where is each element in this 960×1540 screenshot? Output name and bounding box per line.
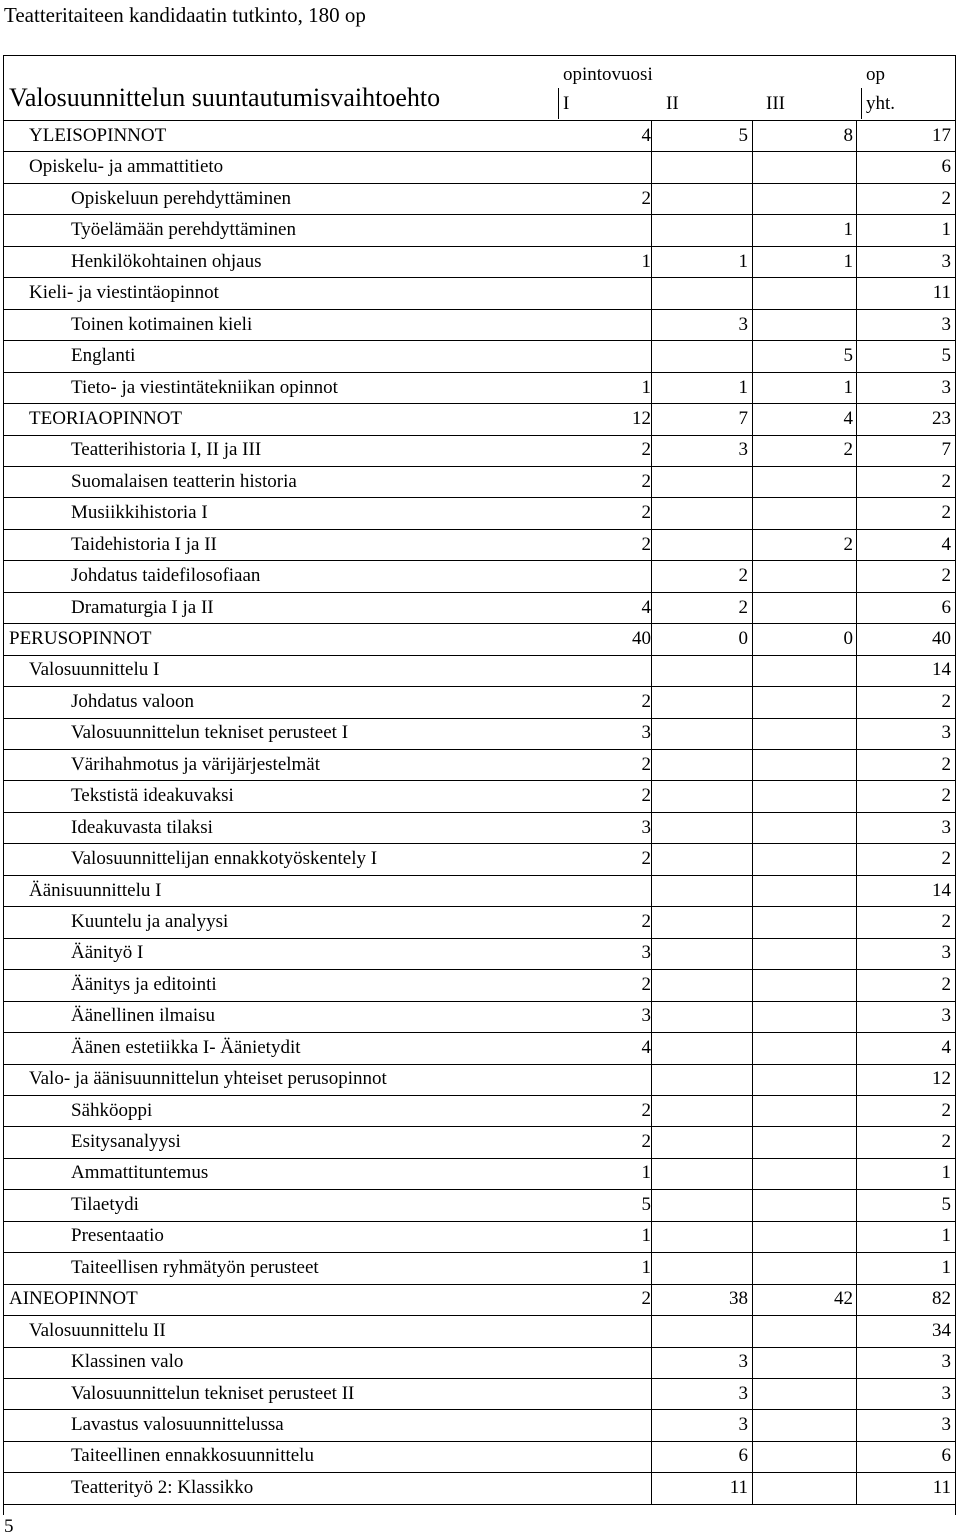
table-row	[3, 843, 956, 874]
row-label: Kuuntelu ja analyysi	[71, 910, 229, 932]
op-header: op	[866, 64, 885, 85]
header-divider	[861, 88, 862, 119]
table-row	[3, 654, 956, 685]
year-2-credits: 3	[738, 1382, 748, 1404]
row-label: PERUSOPINNOT	[9, 628, 152, 649]
row-label: Taiteellinen ennakkosuunnittelu	[71, 1445, 314, 1467]
row-divider	[3, 497, 956, 498]
header-divider	[558, 88, 559, 119]
row-divider	[3, 1189, 956, 1190]
year-3-credits: 8	[843, 125, 853, 146]
total-credits: 3	[941, 1382, 951, 1404]
year-2-credits: 1	[738, 376, 748, 398]
year-2-credits: 3	[738, 439, 748, 461]
row-label: Värihahmotus ja värijärjestelmät	[71, 753, 321, 775]
row-label: Johdatus taidefilosofiaan	[71, 565, 261, 587]
row-label: Presentaatio	[71, 1225, 164, 1247]
year-3-credits: 0	[843, 628, 853, 649]
year-1-credits: 12	[632, 407, 651, 429]
table-row	[3, 686, 956, 717]
total-credits: 40	[932, 628, 951, 649]
table-row	[3, 1095, 956, 1126]
total-credits: 5	[941, 345, 951, 367]
total-credits: 2	[941, 470, 951, 492]
total-credits: 2	[941, 910, 951, 932]
row-divider	[3, 1095, 956, 1096]
total-credits: 3	[941, 942, 951, 964]
row-divider	[3, 1126, 956, 1127]
document-title: Teatteritaiteen kandidaatin tutkinto, 180 op	[4, 3, 366, 27]
row-divider	[3, 938, 956, 939]
row-label: YLEISOPINNOT	[29, 125, 167, 146]
table-row	[3, 1378, 956, 1409]
row-label: Opiskelu- ja ammattitieto	[29, 156, 224, 178]
year-2-credits: 3	[738, 1413, 748, 1435]
column-divider	[752, 120, 753, 1504]
year-1-credits: 2	[641, 848, 651, 870]
row-label: Henkilökohtainen ohjaus	[71, 250, 262, 272]
table-row	[3, 277, 956, 308]
total-credits: 3	[941, 1413, 951, 1435]
total-credits: 2	[941, 565, 951, 587]
year-3-credits: 1	[843, 376, 853, 398]
row-divider	[3, 1347, 956, 1348]
row-label: Opiskeluun perehdyttäminen	[71, 187, 292, 209]
row-divider	[3, 655, 956, 656]
year-3-credits: 2	[843, 439, 853, 461]
row-label: Musiikkihistoria I	[71, 502, 208, 524]
total-credits: 1	[941, 1256, 951, 1278]
year-3-header: III	[766, 93, 785, 114]
total-header: yht.	[866, 93, 896, 114]
total-credits: 14	[932, 879, 951, 901]
total-credits: 2	[941, 187, 951, 209]
year-1-credits: 3	[641, 1005, 651, 1027]
table-row	[3, 623, 956, 654]
year-2-header: II	[666, 93, 679, 114]
year-1-credits: 2	[641, 187, 651, 209]
year-1-credits: 4	[641, 125, 651, 146]
year-1-credits: 1	[641, 376, 651, 398]
total-credits: 4	[941, 533, 951, 555]
row-divider	[3, 1158, 956, 1159]
row-label: Valosuunnittelu II	[29, 1319, 166, 1341]
row-label: Tekstistä ideakuvaksi	[71, 785, 234, 807]
row-label: Sähköoppi	[71, 1099, 153, 1121]
table-row	[3, 1315, 956, 1346]
year-3-credits: 1	[843, 219, 853, 241]
table-row	[3, 1157, 956, 1188]
row-divider	[3, 151, 956, 152]
table-row	[3, 120, 956, 151]
table-row	[3, 1032, 956, 1063]
year-1-credits: 2	[641, 785, 651, 807]
table-row	[3, 1472, 956, 1503]
total-credits: 4	[941, 1036, 951, 1058]
row-label: Valosuunnittelun tekniset perusteet I	[71, 722, 349, 744]
row-divider	[3, 875, 956, 876]
year-2-credits: 11	[729, 1476, 748, 1498]
column-divider	[651, 120, 652, 1504]
table-row	[3, 1409, 956, 1440]
total-credits: 2	[941, 690, 951, 712]
row-divider	[3, 246, 956, 247]
row-divider	[3, 560, 956, 561]
table-row	[3, 906, 956, 937]
row-label: Teatterityö 2: Klassikko	[71, 1476, 254, 1498]
total-credits: 3	[941, 722, 951, 744]
table-row	[3, 1440, 956, 1471]
year-2-credits: 3	[738, 313, 748, 335]
year-3-credits: 5	[843, 345, 853, 367]
table-row	[3, 1283, 956, 1314]
row-divider	[3, 1064, 956, 1065]
total-credits: 23	[932, 407, 951, 429]
row-divider	[3, 812, 956, 813]
row-label: Suomalaisen teatterin historia	[71, 470, 297, 492]
table-row	[3, 1220, 956, 1251]
total-credits: 14	[932, 659, 951, 681]
table-row	[3, 937, 956, 968]
year-3-credits: 2	[843, 533, 853, 555]
total-credits: 11	[932, 282, 951, 304]
row-label: Tilaetydi	[71, 1193, 139, 1215]
row-divider	[3, 906, 956, 907]
row-label: Tieto- ja viestintätekniikan opinnot	[71, 376, 338, 398]
year-1-credits: 2	[641, 910, 651, 932]
row-label: Ideakuvasta tilaksi	[71, 816, 213, 838]
row-divider	[3, 1315, 956, 1316]
total-credits: 3	[941, 1005, 951, 1027]
year-3-credits: 1	[843, 250, 853, 272]
row-divider	[3, 592, 956, 593]
total-credits: 2	[941, 502, 951, 524]
row-divider	[3, 1409, 956, 1410]
total-credits: 2	[941, 753, 951, 775]
row-divider	[3, 309, 956, 310]
year-1-credits: 2	[641, 753, 651, 775]
table-row	[3, 1000, 956, 1031]
total-credits: 3	[941, 313, 951, 335]
row-divider	[3, 1284, 956, 1285]
table-row	[3, 1063, 956, 1094]
row-divider	[3, 718, 956, 719]
year-1-credits: 2	[641, 439, 651, 461]
row-label: Dramaturgia I ja II	[71, 596, 214, 618]
total-credits: 6	[941, 156, 951, 178]
total-credits: 11	[932, 1476, 951, 1498]
page-number: 5	[4, 1516, 14, 1537]
row-divider	[3, 435, 956, 436]
column-divider	[856, 120, 857, 1504]
table-row	[3, 1346, 956, 1377]
row-label: Äänisuunnittelu I	[29, 879, 162, 901]
table-row	[3, 875, 956, 906]
table-row	[3, 529, 956, 560]
table-row	[3, 1189, 956, 1220]
year-2-credits: 2	[738, 596, 748, 618]
row-divider	[3, 780, 956, 781]
total-credits: 6	[941, 1445, 951, 1467]
program-title: Valosuunnittelun suuntautumisvaihtoehto	[9, 83, 441, 112]
row-divider	[3, 466, 956, 467]
year-1-credits: 3	[641, 722, 651, 744]
year-2-credits: 7	[738, 407, 748, 429]
total-credits: 3	[941, 1351, 951, 1373]
row-divider	[3, 1504, 956, 1505]
table-row	[3, 812, 956, 843]
year-group-header: opintovuosi	[563, 64, 653, 85]
total-credits: 5	[941, 1193, 951, 1215]
year-1-credits: 2	[641, 1131, 651, 1152]
year-2-credits: 6	[738, 1445, 748, 1467]
year-3-credits: 4	[843, 407, 853, 429]
row-divider	[3, 529, 956, 530]
table-row	[3, 592, 956, 623]
year-2-credits: 38	[729, 1288, 748, 1310]
row-label: Äänen estetiikka I- Äänietydit	[71, 1036, 301, 1058]
row-divider	[3, 843, 956, 844]
row-divider	[3, 183, 956, 184]
year-1-credits: 1	[641, 250, 651, 272]
table-row	[3, 246, 956, 277]
year-2-credits: 2	[738, 565, 748, 587]
total-credits: 17	[932, 125, 951, 146]
year-1-credits: 40	[632, 628, 651, 649]
row-divider	[3, 686, 956, 687]
table-row	[3, 309, 956, 340]
row-divider	[3, 1221, 956, 1222]
row-divider	[3, 1252, 956, 1253]
row-divider	[3, 969, 956, 970]
row-label: TEORIAOPINNOT	[29, 407, 183, 429]
row-label: Valosuunnittelun tekniset perusteet II	[71, 1382, 355, 1404]
year-1-credits: 1	[641, 1225, 651, 1247]
total-credits: 82	[932, 1288, 951, 1310]
row-label: Englanti	[71, 345, 136, 367]
row-divider	[3, 1472, 956, 1473]
row-label: Työelämään perehdyttäminen	[71, 219, 296, 241]
year-3-credits: 42	[834, 1288, 853, 1310]
row-label: Teatterihistoria I, II ja III	[71, 439, 262, 461]
table-row	[3, 151, 956, 182]
total-credits: 2	[941, 1131, 951, 1152]
total-credits: 1	[941, 1225, 951, 1247]
year-1-credits: 1	[641, 1256, 651, 1278]
total-credits: 34	[932, 1319, 951, 1341]
total-credits: 12	[932, 1068, 951, 1090]
year-1-credits: 2	[641, 1099, 651, 1121]
row-label: AINEOPINNOT	[9, 1288, 138, 1310]
row-label: Johdatus valoon	[71, 690, 194, 712]
year-1-credits: 5	[641, 1193, 651, 1215]
total-credits: 6	[941, 596, 951, 618]
row-label: Valo- ja äänisuunnittelun yhteiset perusopinnot	[29, 1068, 387, 1090]
table-row	[3, 497, 956, 528]
year-1-credits: 3	[641, 942, 651, 964]
row-label: Äänitys ja editointi	[71, 973, 217, 995]
year-1-credits: 2	[641, 502, 651, 524]
total-credits: 1	[941, 219, 951, 241]
total-credits: 2	[941, 1099, 951, 1121]
year-1-credits: 3	[641, 816, 651, 838]
row-label: Taiteellisen ryhmätyön perusteet	[71, 1256, 319, 1278]
table-row	[3, 372, 956, 403]
table-row	[3, 183, 956, 214]
year-1-header: I	[563, 93, 570, 114]
year-1-credits: 2	[641, 1288, 651, 1310]
year-1-credits: 1	[641, 1162, 651, 1184]
row-divider	[3, 277, 956, 278]
row-divider	[3, 1032, 956, 1033]
table-row	[3, 969, 956, 1000]
row-label: Lavastus valosuunnittelussa	[71, 1413, 284, 1435]
row-label: Valosuunnittelu I	[29, 659, 160, 681]
table-row	[3, 434, 956, 465]
table-row	[3, 214, 956, 245]
total-credits: 7	[941, 439, 951, 461]
total-credits: 2	[941, 848, 951, 870]
row-divider	[3, 749, 956, 750]
row-divider	[3, 340, 956, 341]
table-row	[3, 780, 956, 811]
table-row	[3, 340, 956, 371]
total-credits: 2	[941, 973, 951, 995]
table-row	[3, 1252, 956, 1283]
table-row	[3, 749, 956, 780]
row-divider	[3, 1001, 956, 1002]
year-2-credits: 5	[738, 125, 748, 146]
total-credits: 3	[941, 376, 951, 398]
table-row	[3, 560, 956, 591]
row-label: Äänityö I	[71, 942, 144, 964]
year-1-credits: 2	[641, 690, 651, 712]
year-2-credits: 3	[738, 1351, 748, 1373]
row-label: Esitysanalyysi	[71, 1131, 181, 1152]
row-label: Ammattituntemus	[71, 1162, 209, 1184]
total-credits: 2	[941, 785, 951, 807]
year-2-credits: 0	[738, 628, 748, 649]
total-credits: 1	[941, 1162, 951, 1184]
table-row	[3, 466, 956, 497]
total-credits: 3	[941, 816, 951, 838]
year-1-credits: 2	[641, 470, 651, 492]
row-label: Valosuunnittelijan ennakkotyöskentely I	[71, 848, 378, 870]
row-divider	[3, 214, 956, 215]
table-row	[3, 403, 956, 434]
year-1-credits: 4	[641, 1036, 651, 1058]
year-1-credits: 2	[641, 973, 651, 995]
row-label: Taidehistoria I ja II	[71, 533, 217, 555]
row-divider	[3, 1441, 956, 1442]
table-row	[3, 1126, 956, 1157]
row-label: Klassinen valo	[71, 1351, 184, 1373]
row-divider	[3, 372, 956, 373]
year-1-credits: 4	[641, 596, 651, 618]
row-label: Kieli- ja viestintäopinnot	[29, 282, 219, 304]
row-divider	[3, 1378, 956, 1379]
total-credits: 3	[941, 250, 951, 272]
row-divider	[3, 623, 956, 624]
year-2-credits: 1	[738, 250, 748, 272]
table-row	[3, 717, 956, 748]
row-label: Äänellinen ilmaisu	[71, 1005, 216, 1027]
row-divider	[3, 403, 956, 404]
year-1-credits: 2	[641, 533, 651, 555]
row-label: Toinen kotimainen kieli	[71, 313, 253, 335]
row-divider	[3, 120, 956, 121]
